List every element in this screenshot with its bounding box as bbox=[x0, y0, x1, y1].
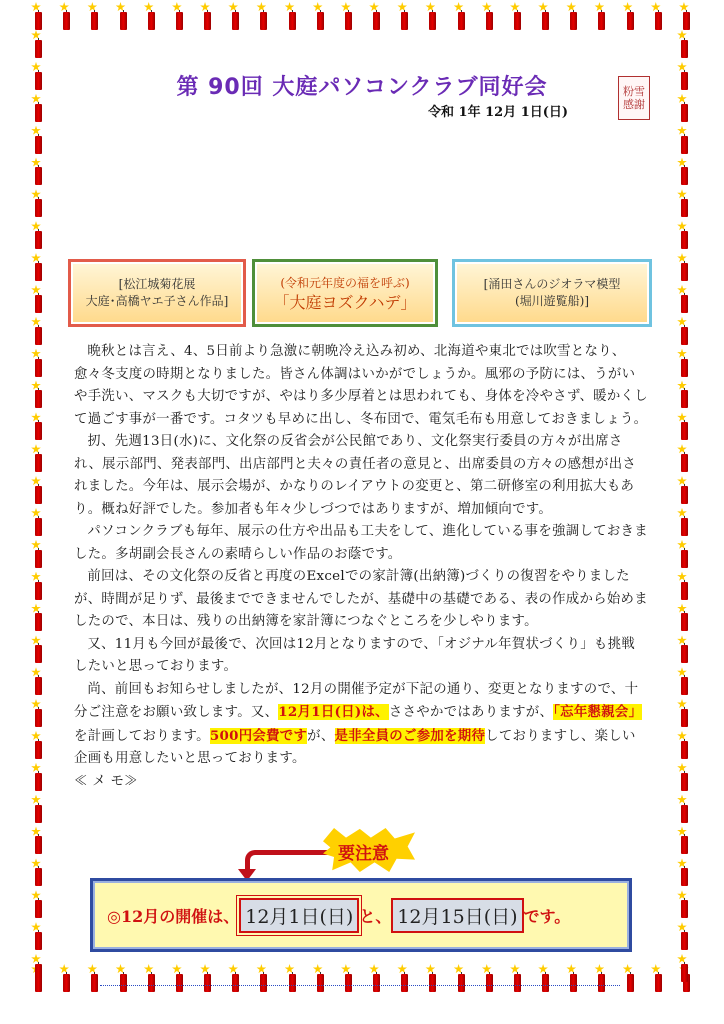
candle-icon bbox=[622, 2, 638, 32]
candle-icon bbox=[368, 964, 384, 994]
candle-border-bottom bbox=[30, 964, 694, 998]
candle-icon bbox=[312, 2, 328, 32]
candle-icon bbox=[565, 2, 581, 32]
candle-icon bbox=[676, 858, 692, 888]
candle-icon bbox=[565, 964, 581, 994]
candle-icon bbox=[30, 349, 46, 379]
candle-icon bbox=[340, 964, 356, 994]
candle-icon bbox=[593, 2, 609, 32]
candle-icon bbox=[676, 954, 692, 984]
candle-icon bbox=[481, 964, 497, 994]
candle-icon bbox=[30, 189, 46, 219]
candle-icon bbox=[676, 285, 692, 315]
caption-line: (堀川遊覧船)] bbox=[514, 294, 590, 308]
candle-icon bbox=[676, 126, 692, 156]
paragraph-text: しておりますし、楽しい企画も用意したいと思っております。 bbox=[74, 728, 636, 766]
body-text bbox=[74, 341, 648, 793]
candle-icon bbox=[678, 2, 694, 32]
candle-icon bbox=[171, 2, 187, 32]
caption-line: [松江城菊花展 bbox=[118, 277, 196, 291]
candle-icon bbox=[30, 858, 46, 888]
notice-date-1: 12月1日(日) bbox=[239, 898, 359, 933]
candle-icon bbox=[284, 2, 300, 32]
candle-icon bbox=[676, 189, 692, 219]
caption-line: 「大庭ヨズクハデ」 bbox=[273, 293, 417, 312]
candle-icon bbox=[30, 890, 46, 920]
highlight-party: 「忘年懇親会」 bbox=[553, 704, 643, 720]
paragraph: パソコンクラブも毎年、展示の仕方や出品も工夫をして、進化している事を強調しておきました。多胡副会長さんの素晴らしい作品のお蔭です。 bbox=[74, 524, 648, 562]
candle-icon bbox=[30, 572, 46, 602]
candle-icon bbox=[650, 2, 666, 32]
candle-icon bbox=[30, 412, 46, 442]
candle-icon bbox=[676, 317, 692, 347]
candle-icon bbox=[676, 731, 692, 761]
notice-date-2: 12月15日(日) bbox=[391, 898, 523, 933]
candle-icon bbox=[255, 964, 271, 994]
candle-icon bbox=[30, 540, 46, 570]
candle-icon bbox=[30, 699, 46, 729]
candle-icon bbox=[676, 30, 692, 60]
candle-icon bbox=[30, 221, 46, 251]
notice-tail: です。 bbox=[523, 906, 571, 926]
candle-icon bbox=[676, 221, 692, 251]
candle-icon bbox=[30, 30, 46, 60]
notice-conjunction: と、 bbox=[359, 906, 392, 926]
candle-icon bbox=[30, 285, 46, 315]
candle-icon bbox=[676, 476, 692, 506]
attention-label: 要注意 bbox=[338, 844, 389, 864]
candle-icon bbox=[396, 2, 412, 32]
paragraph: 晩秋とは言え、4、5日前より急激に朝晩冷え込み初め、北海道や東北では吹雪となり、愈々冬支度の時期となりました。皆さん体調はいかがでしょうか。風邪の予防には、うがいや手洗い、マスクも大切ですが、やはり多少厚着とは思われても、身体を冷やさず、暖かくして過ごす事が一番です。コタツも早めに出し、冬布団で、電気毛布も用意しておきましょう。 bbox=[74, 344, 648, 427]
arrow-icon bbox=[245, 850, 331, 874]
caption-line: 大庭･高橋ヤエ子さん作品] bbox=[85, 294, 229, 308]
candle-icon bbox=[676, 572, 692, 602]
candle-icon bbox=[676, 157, 692, 187]
candle-icon bbox=[199, 2, 215, 32]
paragraph-text: を計画しております。 bbox=[74, 728, 210, 744]
candle-border-top bbox=[30, 2, 694, 36]
highlight-attendance: 是非全員のご参加を期待 bbox=[334, 727, 486, 744]
candle-icon bbox=[30, 2, 46, 32]
candle-icon bbox=[537, 2, 553, 32]
paragraph-text: ささやかではありますが、 bbox=[388, 705, 554, 720]
bottom-divider bbox=[100, 985, 620, 986]
paragraph: 又、11月も今回が最後で、次回は12月となりますので、「オジナル年賀状づくり」も挑戦したいと思っております。 bbox=[74, 636, 636, 674]
candle-icon bbox=[424, 2, 440, 32]
candle-icon bbox=[115, 2, 131, 32]
candle-icon bbox=[676, 826, 692, 856]
candle-icon bbox=[30, 444, 46, 474]
candle-border-right bbox=[676, 30, 698, 984]
candle-icon bbox=[30, 826, 46, 856]
candle-icon bbox=[676, 508, 692, 538]
page-title: 第 90回 大庭パソコンクラブ同好会 bbox=[176, 75, 548, 100]
candle-icon bbox=[676, 540, 692, 570]
candle-icon bbox=[676, 444, 692, 474]
candle-icon bbox=[676, 412, 692, 442]
candle-icon bbox=[58, 2, 74, 32]
schedule-notice bbox=[90, 878, 632, 952]
candle-icon bbox=[143, 2, 159, 32]
candle-icon bbox=[453, 2, 469, 32]
paragraph-text: が、 bbox=[307, 728, 335, 744]
candle-icon bbox=[676, 603, 692, 633]
candle-icon bbox=[676, 667, 692, 697]
caption-yozukuhade bbox=[252, 259, 438, 327]
candle-icon bbox=[676, 699, 692, 729]
candle-icon bbox=[622, 964, 638, 994]
candle-icon bbox=[30, 476, 46, 506]
candle-icon bbox=[30, 954, 46, 984]
candle-icon bbox=[676, 380, 692, 410]
attention-callout bbox=[245, 828, 415, 874]
candle-icon bbox=[676, 795, 692, 825]
seal-stamp: 粉雪感謝 bbox=[618, 76, 650, 120]
candle-icon bbox=[199, 964, 215, 994]
candle-icon bbox=[481, 2, 497, 32]
candle-icon bbox=[30, 763, 46, 793]
paragraph: 扨、先週13日(水)に、文化祭の反省会が公民館であり、文化祭実行委員の方々が出席され、展示部門、発表部門、出店部門と夫々の責任者の意見と、出席委員の方々の感想が出されました。今年は、展示会場が、かなりのレイアウトの変更と、第二研修室の利用拡大もあり。概ね好評でした。参加者も年々少しづつではありますが、増加傾向です。 bbox=[74, 434, 637, 517]
candle-icon bbox=[650, 964, 666, 994]
candle-icon bbox=[368, 2, 384, 32]
paragraph bbox=[74, 679, 648, 771]
caption-line: (令和元年度の福を呼ぶ) bbox=[280, 276, 410, 290]
paragraph: 前回は、その文化祭の反省と再度のExcelでの家計簿(出納簿)づくりの復習をやりましたが、時間が足りず、最後までできませんでしたが、基礎中の基礎である、表の作成から始めましたので、本日は、残りの出納簿を家計簿につなぐところを少しやります。 bbox=[74, 569, 648, 629]
candle-icon bbox=[143, 964, 159, 994]
candle-icon bbox=[509, 2, 525, 32]
candle-icon bbox=[453, 964, 469, 994]
candle-icon bbox=[115, 964, 131, 994]
candle-icon bbox=[30, 667, 46, 697]
highlight-fee: 500円会費です bbox=[209, 727, 308, 744]
candle-icon bbox=[30, 508, 46, 538]
candle-icon bbox=[593, 964, 609, 994]
candle-icon bbox=[30, 380, 46, 410]
candle-icon bbox=[30, 635, 46, 665]
candle-icon bbox=[58, 964, 74, 994]
candle-icon bbox=[86, 2, 102, 32]
paragraph-text: 尚、前回もお知らせしましたが、12月の開催予定が下記の通り、変更となりますので、十分ご注意をお願い致します。又、 bbox=[74, 681, 639, 720]
candle-icon bbox=[30, 253, 46, 283]
candle-icon bbox=[424, 964, 440, 994]
candle-border-left bbox=[30, 30, 52, 984]
caption-chrysanthemum bbox=[68, 259, 246, 327]
candle-icon bbox=[30, 317, 46, 347]
candle-icon bbox=[30, 922, 46, 952]
candle-icon bbox=[30, 126, 46, 156]
candle-icon bbox=[30, 795, 46, 825]
candle-icon bbox=[86, 964, 102, 994]
candle-icon bbox=[676, 635, 692, 665]
candle-icon bbox=[340, 2, 356, 32]
issue-date: 令和 1年 12月 1日(日) bbox=[428, 105, 569, 120]
notice-lead: ◎12月の開催は、 bbox=[107, 906, 240, 926]
caption-diorama bbox=[452, 259, 652, 327]
candle-icon bbox=[676, 890, 692, 920]
candle-icon bbox=[676, 253, 692, 283]
memo-label: ≪ メ モ≫ bbox=[74, 773, 138, 789]
highlight-date: 12月1日(日)は、 bbox=[278, 704, 389, 720]
candle-icon bbox=[227, 964, 243, 994]
candle-icon bbox=[676, 922, 692, 952]
candle-icon bbox=[171, 964, 187, 994]
candle-icon bbox=[676, 763, 692, 793]
caption-line: [涌田さんのジオラマ模型 bbox=[483, 277, 621, 291]
candle-icon bbox=[227, 2, 243, 32]
candle-icon bbox=[509, 964, 525, 994]
candle-icon bbox=[676, 349, 692, 379]
candle-icon bbox=[30, 731, 46, 761]
candle-icon bbox=[284, 964, 300, 994]
candle-icon bbox=[396, 964, 412, 994]
candle-icon bbox=[255, 2, 271, 32]
candle-icon bbox=[312, 964, 328, 994]
candle-icon bbox=[30, 157, 46, 187]
candle-icon bbox=[30, 603, 46, 633]
candle-icon bbox=[537, 964, 553, 994]
